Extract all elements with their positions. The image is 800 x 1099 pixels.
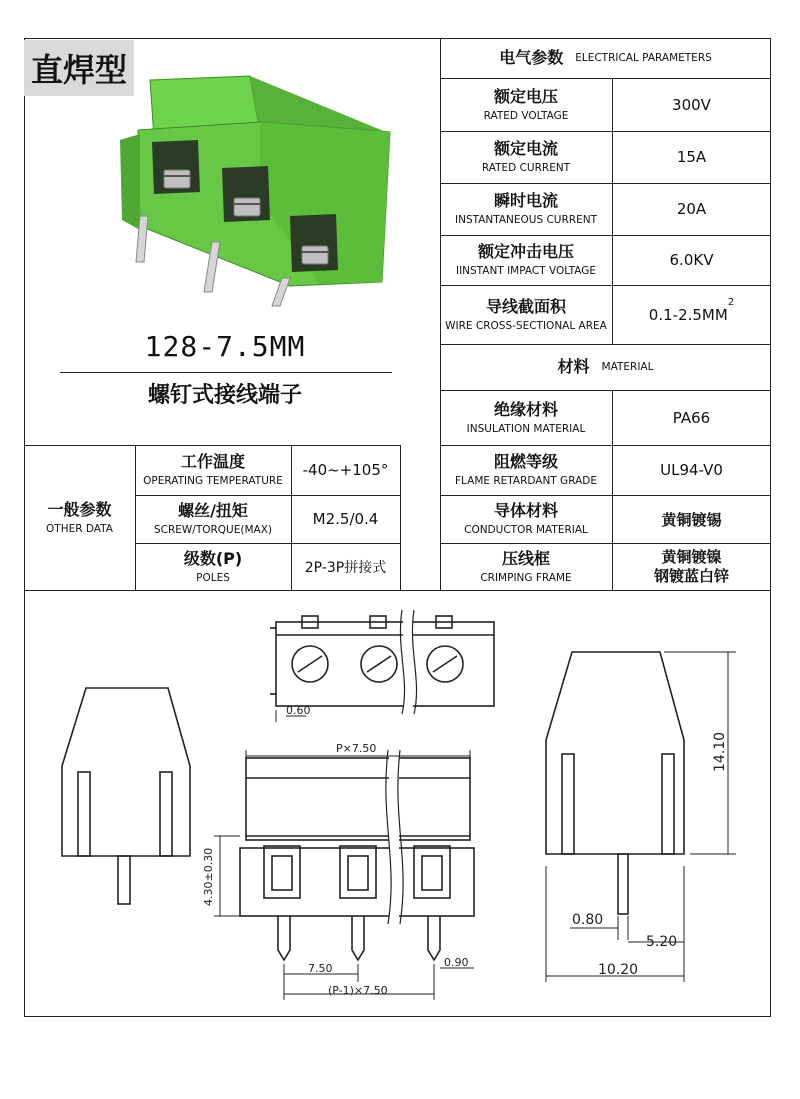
technical-drawing	[24, 590, 771, 1016]
impact-voltage-label	[440, 235, 612, 285]
label-en: FLAME RETARDANT GRADE	[455, 475, 597, 487]
other-title-en: OTHER DATA	[46, 522, 113, 535]
wire-section-sup: 2	[727, 297, 735, 308]
insulation-value: PA66	[672, 408, 711, 427]
label-en: POLES	[196, 571, 230, 584]
flame-grade-label	[440, 445, 612, 495]
label-cn: 压线框	[501, 548, 550, 568]
label-en: OPERATING TEMPERATURE	[143, 475, 283, 487]
screw-torque-value: M2.5/0.4	[312, 510, 379, 528]
dim-pin-width: 0.90	[444, 956, 469, 969]
poles-value: 2P-3P拼接式	[304, 559, 387, 576]
screw-torque-label	[135, 495, 291, 543]
material-title-en: MATERIAL	[601, 361, 654, 373]
wire-section-number: 0.1-2.5MM	[648, 305, 728, 324]
operating-temp-value: -40~+105°	[302, 461, 389, 479]
rated-current-label	[440, 131, 612, 183]
model-underline	[60, 372, 392, 373]
crimping-value-line1: 黄铜镀镍	[661, 547, 722, 566]
label-cn: 螺丝/扭矩	[178, 501, 248, 520]
insulation-label	[440, 390, 612, 445]
label-cn: 额定冲击电压	[477, 242, 574, 261]
label-cn: 额定电流	[493, 139, 558, 158]
impact-voltage-value: 6.0KV	[669, 251, 714, 269]
poles-label	[135, 543, 291, 590]
label-en: CRIMPING FRAME	[480, 571, 572, 584]
dim-pin-height: 4.30±0.30	[202, 847, 215, 906]
material-title-cn: 材料	[557, 357, 590, 376]
label-en: WIRE CROSS-SECTIONAL AREA	[445, 319, 607, 332]
label-en: IINSTANT IMPACT VOLTAGE	[455, 265, 597, 277]
operating-temp-label	[135, 445, 291, 495]
label-cn: 绝缘材料	[493, 399, 558, 419]
label-cn: 导线截面积	[485, 296, 566, 316]
rated-voltage-value: 300V	[672, 95, 711, 114]
label-cn: 额定电压	[493, 86, 558, 106]
mount-type-tag: 直焊型	[24, 40, 134, 96]
other-data-header	[24, 445, 135, 590]
dim-total-pitch: (P-1)×7.50	[328, 984, 388, 997]
conductor-label	[440, 495, 612, 543]
label-en: SCREW/TORQUE(MAX)	[153, 524, 273, 536]
electrical-header	[440, 38, 771, 78]
electrical-title-en: ELECTRICAL PARAMETERS	[575, 52, 712, 64]
dim-pitch: 7.50	[308, 962, 333, 975]
label-en: INSTANTANEOUS CURRENT	[455, 214, 597, 226]
product-subtitle: 螺钉式接线端子	[147, 383, 302, 408]
other-title-cn: 一般参数	[47, 499, 112, 519]
flame-grade-value: UL94-V0	[660, 461, 723, 479]
crimping-frame-label	[440, 543, 612, 590]
crimping-frame-value	[612, 543, 771, 590]
electrical-title-cn: 电气参数	[499, 48, 564, 67]
dim-top-pin-offset: 0.60	[286, 704, 311, 717]
label-cn: 导体材料	[493, 501, 558, 520]
dim-pin-offset: 5.20	[646, 934, 678, 950]
rated-current-value: 15A	[676, 148, 707, 166]
model-number: 128-7.5MM	[144, 330, 306, 363]
instant-current-value: 20A	[676, 200, 707, 218]
product-photo	[110, 70, 400, 310]
conductor-value: 黄铜镀锡	[661, 510, 722, 529]
wire-section-value	[612, 285, 771, 344]
label-cn: 级数(P)	[183, 548, 243, 568]
label-en: CONDUCTOR MATERIAL	[464, 524, 588, 536]
label-en: RATED VOLTAGE	[483, 109, 569, 122]
label-en: RATED CURRENT	[481, 162, 571, 174]
dim-pitch-total: P×7.50	[336, 742, 377, 755]
crimping-value-line2: 钢镀蓝白锌	[653, 566, 729, 585]
dim-height: 14.10	[712, 731, 728, 772]
label-cn: 阻燃等级	[493, 452, 558, 471]
label-cn: 工作温度	[180, 452, 245, 471]
label-en: INSULATION MATERIAL	[466, 422, 586, 435]
dim-pin-thickness: 0.80	[572, 912, 604, 928]
rated-voltage-label	[440, 78, 612, 131]
label-cn: 瞬时电流	[493, 191, 558, 210]
dim-depth: 10.20	[598, 962, 639, 978]
instant-current-label	[440, 183, 612, 235]
wire-section-label	[440, 285, 612, 344]
material-header	[440, 344, 771, 390]
